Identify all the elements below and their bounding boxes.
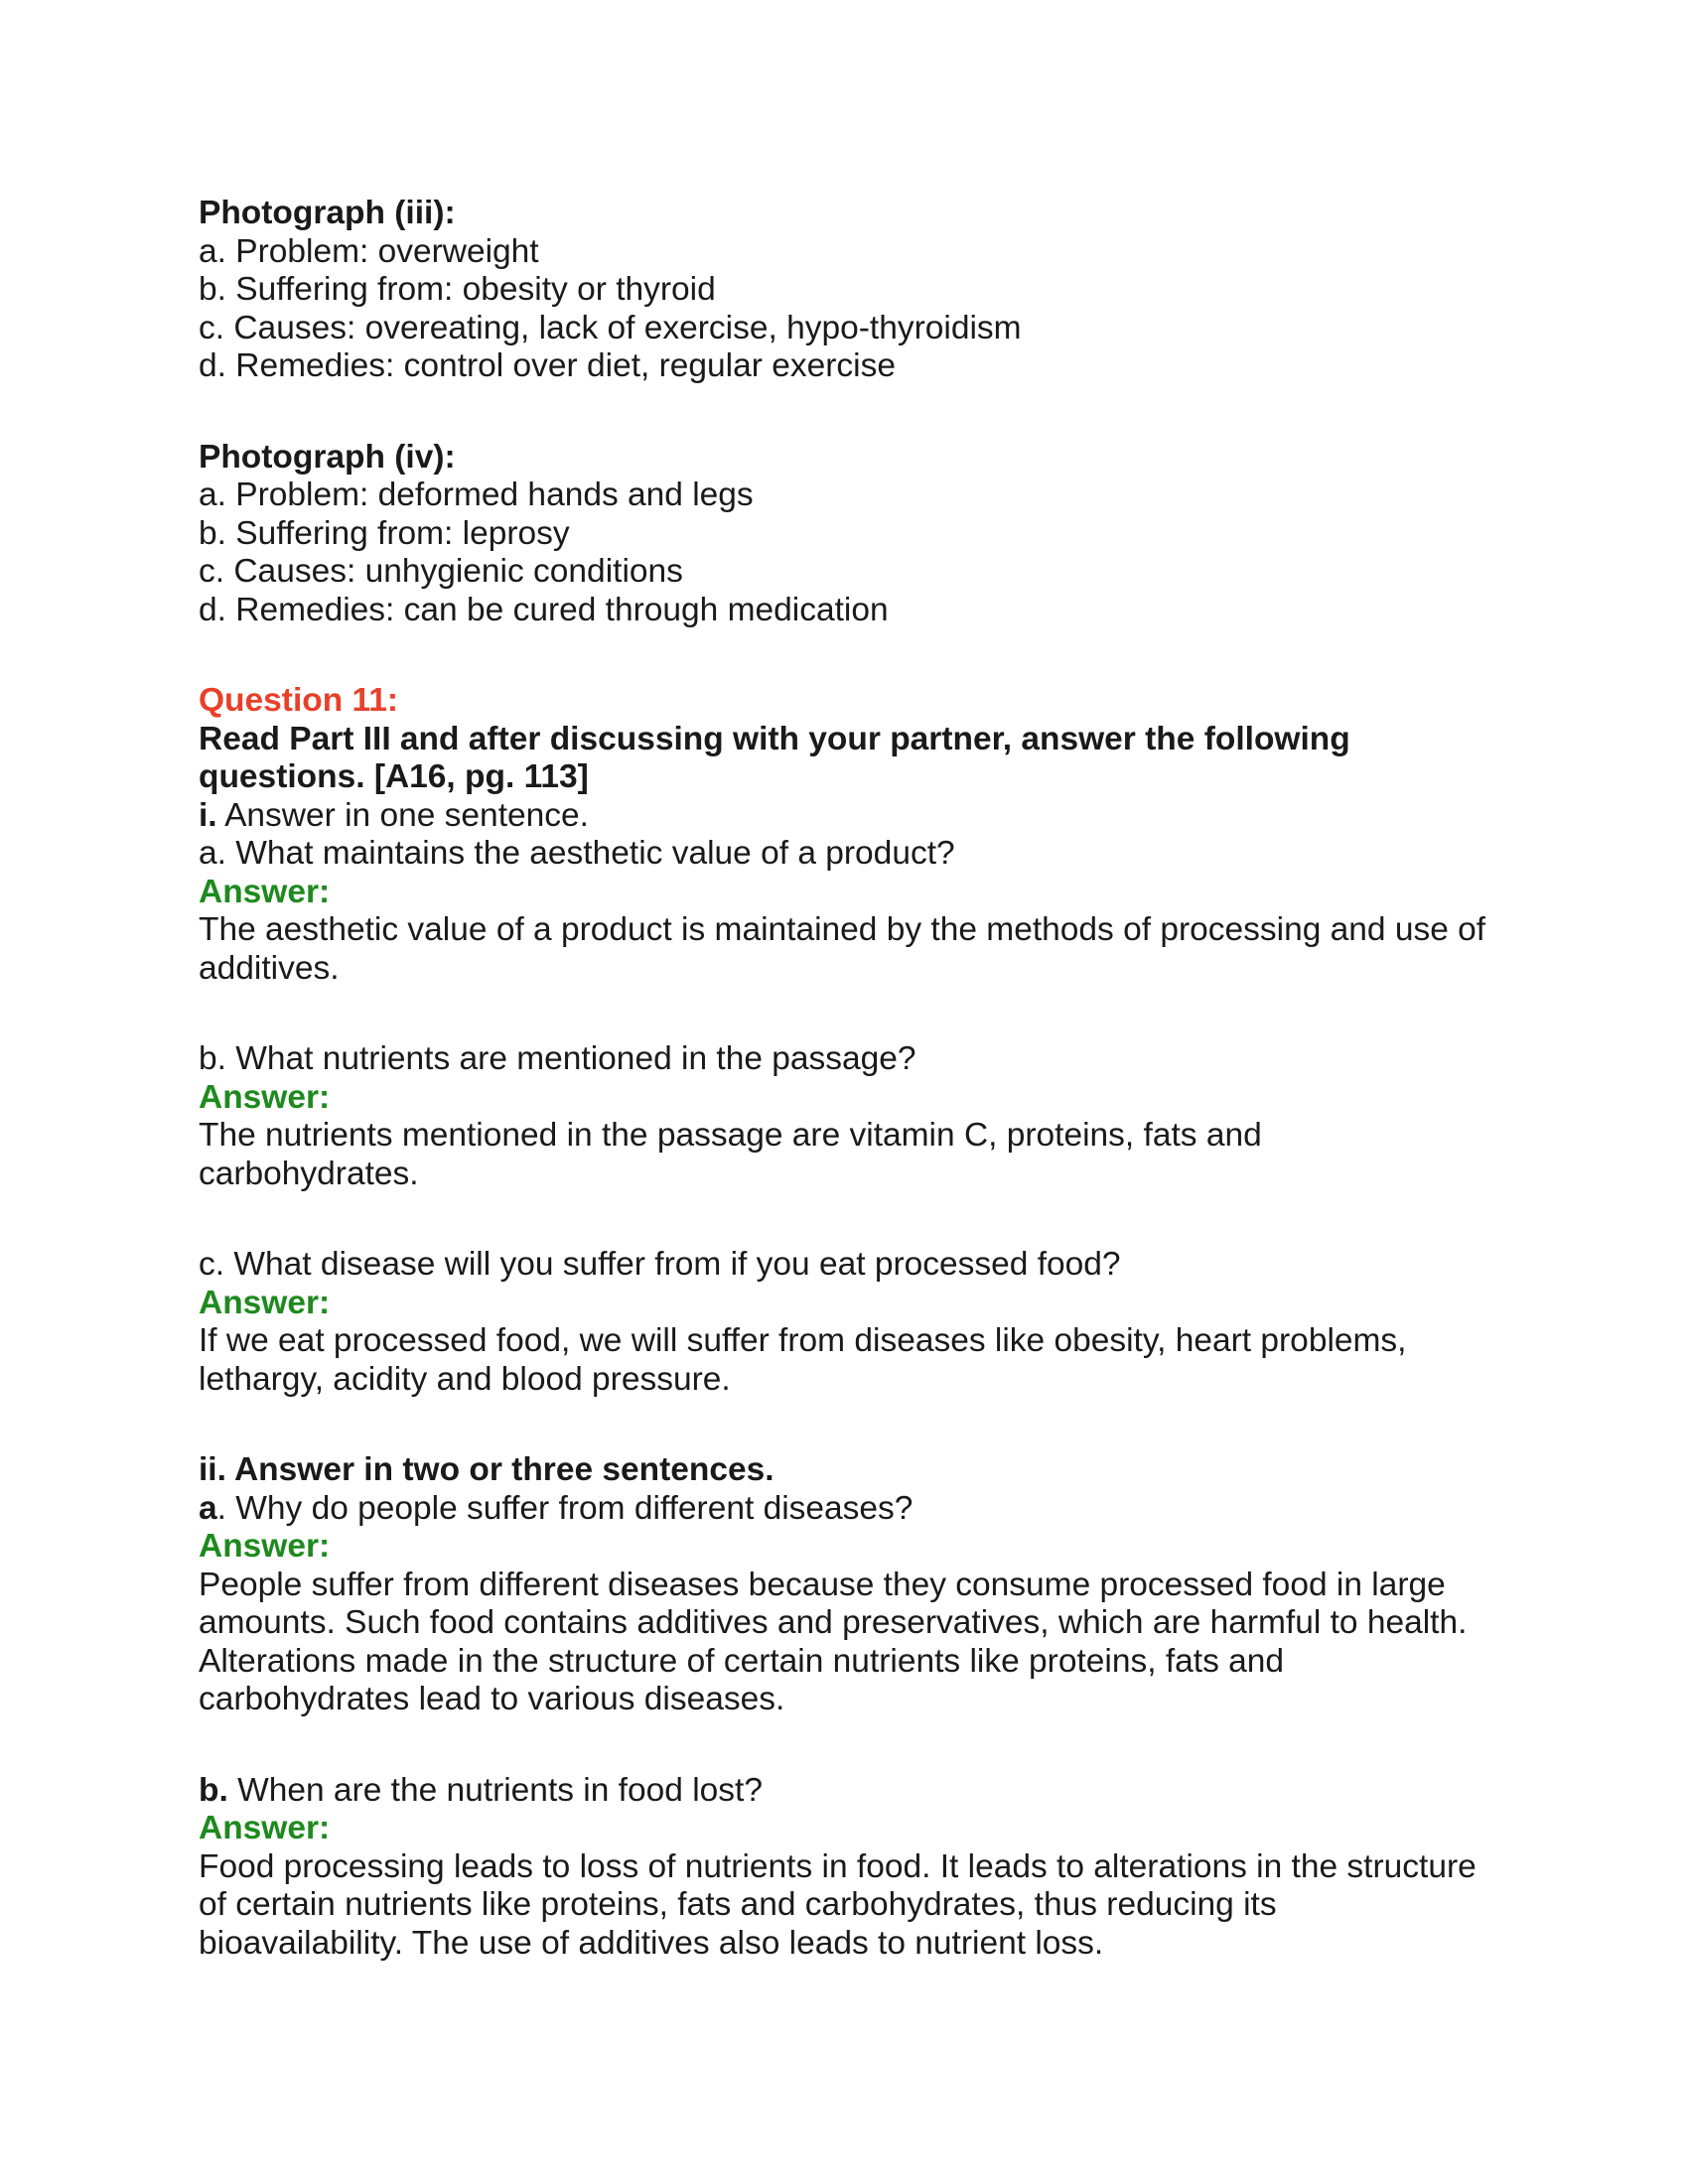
sub-question: b. What nutrients are mentioned in the passage? — [199, 1040, 916, 1077]
answer-label: Answer: — [199, 1078, 331, 1116]
sub-question-prefix: b. — [199, 1771, 228, 1809]
photograph-iii-problem: a. Problem: overweight — [199, 232, 539, 270]
sub-question-prefix: a — [199, 1489, 217, 1527]
photograph-iv-remedies: d. Remedies: can be cured through medication — [199, 591, 889, 628]
answer-label: Answer: — [199, 1284, 331, 1321]
answer-label: Answer: — [199, 1810, 331, 1846]
photograph-iii-causes: c. Causes: overeating, lack of exercise, hypo-thyroidism — [199, 309, 1022, 346]
sub-question: c. What disease will you suffer from if you eat processed food? — [199, 1246, 1121, 1283]
question-title: Question 11: — [199, 682, 399, 719]
spacer — [199, 1719, 1489, 1772]
qa-item — [199, 1490, 1489, 1719]
spacer — [199, 1193, 1489, 1246]
answer-text: If we eat processed food, we will suffer from diseases like obesity, heart problems, lethargy, acidity and blood pressure. — [199, 1322, 1407, 1398]
sub-question: a. What maintains the aesthetic value of a product? — [199, 835, 955, 872]
spacer — [199, 1399, 1489, 1451]
photograph-iv-causes: c. Causes: unhygienic conditions — [199, 553, 683, 590]
answer-text: People suffer from different diseases because they consume processed food in large amounts. Such food contains additives and preservatives, which are harmful to health. Alterations made in the structure of certain nutrients like proteins, fats and carbohydrates lead to various diseases. — [199, 1566, 1468, 1717]
part-i-prefix: i. — [199, 796, 217, 834]
photograph-iii-heading: Photograph (iii): — [199, 195, 456, 231]
spacer — [199, 988, 1489, 1040]
answer-text: Food processing leads to loss of nutrients in food. It leads to alterations in the structure of certain nutrients like proteins, fats and carbohydrates, thus reducing its bioavailability. The use of additives also leads to nutrient loss. — [199, 1847, 1477, 1962]
sub-question — [199, 1772, 1489, 1811]
photograph-iv-suffering: b. Suffering from: leprosy — [199, 514, 570, 552]
answer-text: The nutrients mentioned in the passage are vitamin C, proteins, fats and carbohydrates. — [199, 1117, 1262, 1192]
answer-label: Answer: — [199, 873, 331, 910]
part-i-text: Answer in one sentence. — [216, 796, 589, 834]
photograph-iii-section — [199, 195, 1489, 386]
answer-text: The aesthetic value of a product is maintained by the methods of processing and use of additives. — [199, 911, 1486, 987]
sub-question-text: When are the nutrients in food lost? — [227, 1771, 763, 1809]
part-ii-heading: ii. Answer in two or three sentences. — [199, 1451, 774, 1488]
photograph-iii-suffering: b. Suffering from: obesity or thyroid — [199, 271, 716, 308]
qa-item — [199, 1246, 1489, 1399]
sub-question-text: . Why do people suffer from different diseases? — [216, 1489, 914, 1527]
part-i-heading — [199, 797, 1489, 836]
qa-item — [199, 1772, 1489, 1964]
photograph-iii-remedies: d. Remedies: control over diet, regular exercise — [199, 347, 896, 384]
sub-question — [199, 1490, 1489, 1529]
document-content — [199, 195, 1489, 1963]
photograph-iv-heading: Photograph (iv): — [199, 438, 456, 476]
spacer — [199, 629, 1489, 682]
photograph-iv-problem: a. Problem: deformed hands and legs — [199, 477, 754, 513]
question-instruction: Read Part III and after discussing with your partner, answer the following questions. [A16, pg. 113] — [199, 720, 1350, 795]
question-11-section — [199, 682, 1489, 1963]
qa-item — [199, 835, 1489, 988]
spacer — [199, 386, 1489, 439]
answer-label: Answer: — [199, 1528, 331, 1565]
photograph-iv-section — [199, 439, 1489, 630]
qa-item — [199, 1040, 1489, 1193]
